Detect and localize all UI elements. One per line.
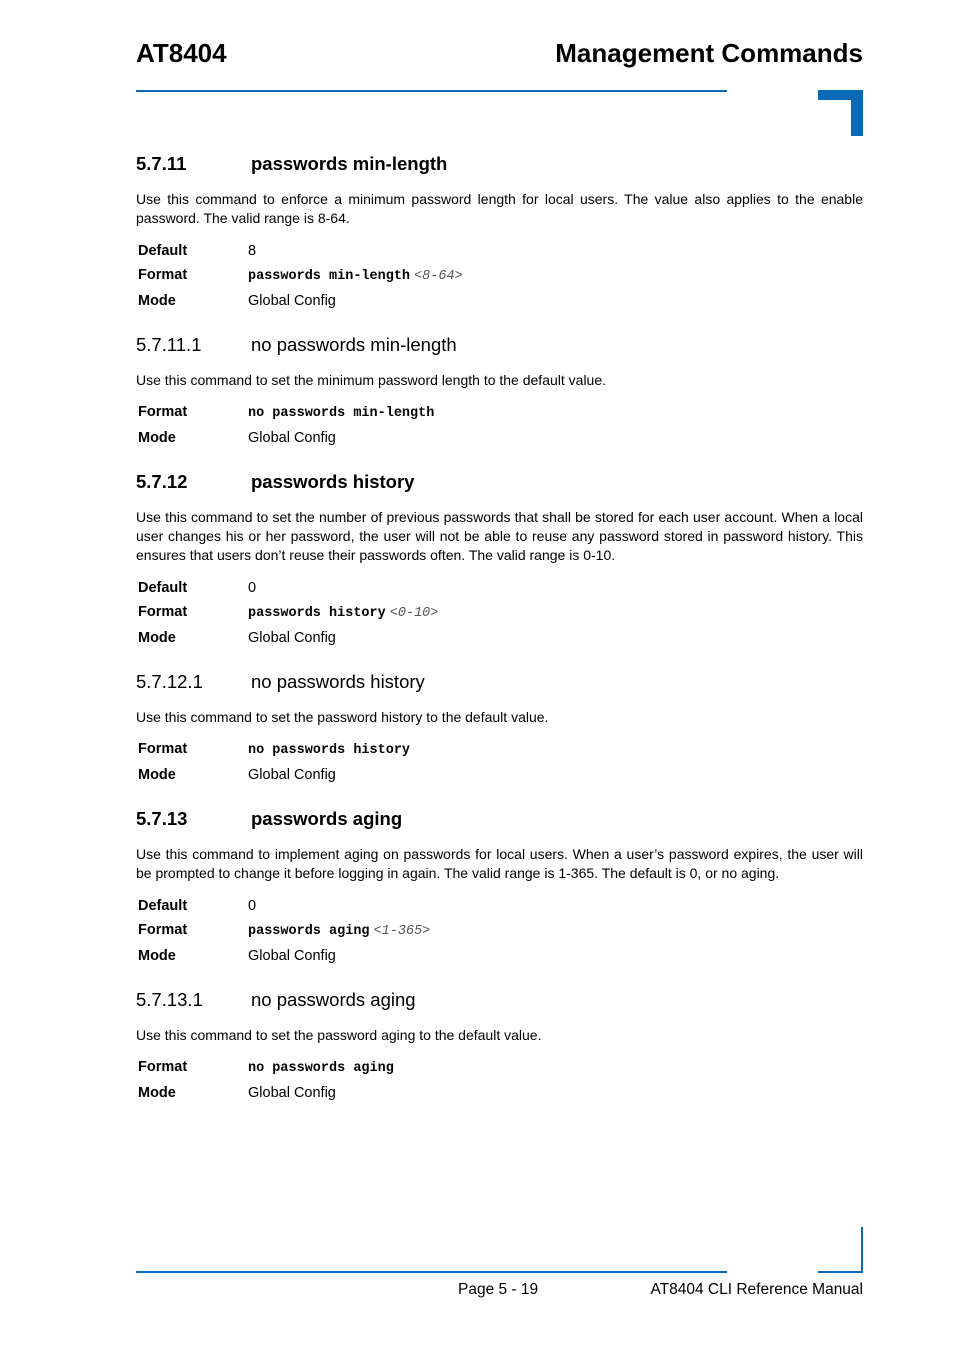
default-label: Default — [138, 242, 188, 259]
section-heading — [136, 150, 863, 178]
header-rule — [136, 90, 727, 92]
section-description: Use this command to set the number of previous passwords that shall be stored for each user account. When a local user changes his or her password, the user will not be able to reuse any password stored in password history. This ensures that users don’t reuse their passwords often. The valid range is 0-10. — [136, 508, 863, 564]
format-row — [136, 600, 863, 626]
format-command: passwords aging — [248, 923, 370, 939]
format-command: passwords min-length — [248, 268, 411, 284]
section-title: passwords min-length — [251, 153, 448, 174]
mode-label: Mode — [138, 767, 176, 784]
mode-row — [136, 626, 863, 650]
mode-row — [136, 1081, 863, 1105]
header-product: AT8404 — [136, 38, 227, 68]
subsection-title: no passwords aging — [251, 988, 416, 1010]
default-row — [136, 576, 863, 600]
format-row — [136, 737, 863, 763]
default-value: 8 — [248, 242, 257, 259]
subsection-description: Use this command to set the password aging to the default value. — [136, 1026, 542, 1043]
mode-row — [136, 426, 863, 450]
mode-label: Mode — [138, 629, 176, 646]
subsection-title: no passwords min-length — [251, 333, 457, 355]
corner-mark-top-vertical — [851, 90, 863, 136]
section-number: 5.7.13 — [136, 808, 188, 830]
section-title: passwords history — [251, 470, 415, 492]
footer-rule — [136, 1271, 727, 1273]
format-argument: <1-365> — [373, 923, 431, 939]
section-heading — [136, 805, 863, 833]
format-label: Format — [138, 403, 188, 420]
mode-value: Global Config — [248, 947, 336, 964]
format-command: passwords history — [248, 605, 386, 621]
format-argument: <0-10> — [389, 605, 439, 621]
subsection-heading — [136, 668, 863, 696]
section-no-passwords-min-length — [136, 331, 863, 468]
subsection-heading — [136, 331, 863, 359]
section-passwords-min-length — [136, 150, 863, 331]
section-passwords-aging — [136, 805, 863, 986]
mode-value: Global Config — [248, 629, 336, 646]
default-label: Default — [138, 579, 188, 596]
default-value: 0 — [248, 897, 257, 914]
subsection-number: 5.7.11.1 — [136, 333, 202, 355]
section-no-passwords-aging — [136, 986, 863, 1105]
mode-label: Mode — [138, 947, 176, 964]
subsection-number: 5.7.12.1 — [136, 670, 203, 692]
default-row — [136, 894, 863, 918]
default-row — [136, 239, 863, 263]
subsection-description: Use this command to set the minimum password length to the default value. — [136, 371, 607, 388]
format-label: Format — [138, 266, 188, 283]
mode-row — [136, 944, 863, 968]
mode-value: Global Config — [248, 292, 336, 309]
section-description: Use this command to implement aging on passwords for local users. When a user’s password expires, the user will be prompted to change it before logging in again. The valid range is 1-365. The default is 0, or no aging. — [136, 846, 863, 882]
section-number: 5.7.12 — [136, 470, 188, 492]
subsection-description: Use this command to set the password history to the default value. — [136, 708, 549, 725]
format-label: Format — [138, 741, 188, 758]
format-label: Format — [138, 1058, 188, 1075]
subsection-title: no passwords history — [251, 670, 425, 692]
mode-row — [136, 763, 863, 787]
mode-row — [136, 289, 863, 313]
format-label: Format — [138, 921, 188, 938]
section-heading — [136, 468, 863, 496]
footer-manual-title: AT8404 CLI Reference Manual — [650, 1281, 863, 1298]
mode-label: Mode — [138, 292, 176, 309]
format-argument: <8-64> — [414, 268, 463, 284]
footer-page-number: Page 5 - 19 — [458, 1281, 539, 1298]
format-command: no passwords min-length — [248, 405, 435, 421]
format-row — [136, 918, 863, 944]
format-label: Format — [138, 603, 188, 620]
subsection-heading — [136, 986, 863, 1014]
format-row — [136, 263, 863, 289]
section-number: 5.7.11 — [136, 153, 187, 174]
section-description: Use this command to enforce a minimum password length for local users. The value also applies to the enable password. The valid range is 8-64. — [136, 191, 863, 227]
mode-label: Mode — [138, 1084, 176, 1101]
format-row — [136, 1055, 863, 1081]
mode-label: Mode — [138, 429, 176, 446]
format-command: no passwords history — [248, 743, 411, 759]
section-passwords-history — [136, 468, 863, 668]
section-title: passwords aging — [251, 808, 403, 830]
format-command: no passwords aging — [248, 1060, 394, 1076]
corner-mark-bottom — [818, 1271, 863, 1273]
mode-value: Global Config — [248, 1084, 336, 1101]
default-value: 0 — [248, 579, 257, 596]
page-content — [136, 150, 863, 1105]
section-no-passwords-history — [136, 668, 863, 805]
mode-value: Global Config — [248, 429, 336, 446]
header-chapter: Management Commands — [555, 38, 863, 68]
default-label: Default — [138, 897, 188, 914]
corner-mark-bottom-vertical — [861, 1227, 863, 1273]
mode-value: Global Config — [248, 767, 336, 784]
format-row — [136, 400, 863, 426]
subsection-number: 5.7.13.1 — [136, 988, 203, 1010]
